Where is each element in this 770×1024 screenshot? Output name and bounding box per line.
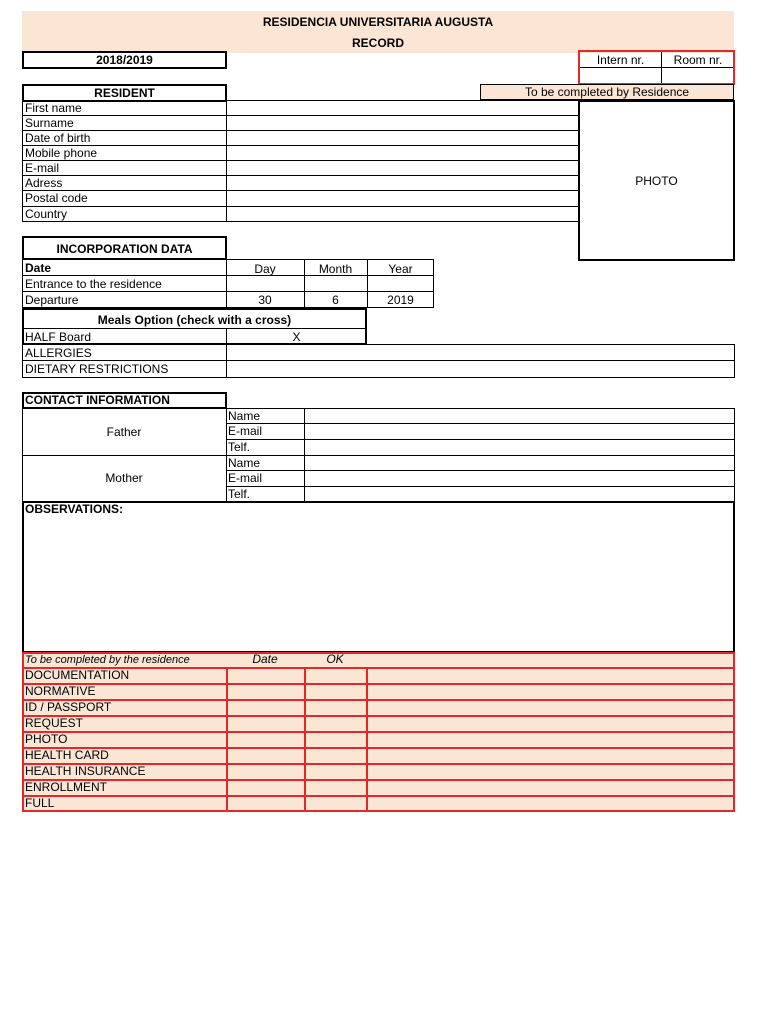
- entrance-month-field[interactable]: [304, 277, 367, 291]
- half-board-label: HALF Board: [25, 330, 92, 344]
- first-name-label: First name: [25, 101, 82, 115]
- photo-label: PHOTO: [635, 174, 678, 188]
- resident-heading: RESIDENT: [94, 86, 155, 100]
- surname-field[interactable]: [230, 116, 575, 130]
- email-field[interactable]: [230, 161, 575, 175]
- mobile-phone-label: Mobile phone: [25, 146, 98, 160]
- checklist-ok-header: OK: [326, 652, 344, 666]
- father-name-field[interactable]: [308, 409, 732, 423]
- incorporation-heading: INCORPORATION DATA: [56, 242, 193, 256]
- country-label: Country: [25, 207, 68, 221]
- intern-nr-label: Intern nr.: [596, 53, 645, 67]
- residence-note: To be completed by Residence: [524, 85, 690, 99]
- checklist-item: FULL: [25, 796, 55, 810]
- contact-heading: CONTACT INFORMATION: [25, 393, 170, 407]
- checklist-date-header: Date: [252, 652, 278, 666]
- month-label: Month: [318, 262, 353, 276]
- mother-tel-label: Telf.: [228, 487, 251, 501]
- record-subtitle: RECORD: [351, 36, 404, 50]
- date-label: Date: [25, 261, 52, 275]
- address-label: Adress: [25, 176, 63, 190]
- allergies-label: ALLERGIES: [25, 346, 92, 360]
- first-name-field[interactable]: [230, 101, 575, 115]
- residence-title: RESIDENCIA UNIVERSITARIA AUGUSTA: [262, 15, 494, 29]
- checklist-item: HEALTH INSURANCE: [25, 764, 146, 778]
- email-label: E-mail: [25, 161, 60, 175]
- allergies-field[interactable]: [230, 346, 730, 360]
- mother-name-field[interactable]: [308, 456, 732, 470]
- date-of-birth-field[interactable]: [230, 131, 575, 145]
- year-label: Year: [388, 262, 413, 276]
- checklist-item: ID / PASSPORT: [25, 700, 112, 714]
- mother-email-label: E-mail: [228, 471, 263, 485]
- postal-code-label: Postal code: [25, 191, 88, 205]
- departure-year-field[interactable]: 2019: [387, 293, 414, 307]
- departure-month-field[interactable]: 6: [332, 293, 339, 307]
- dietary-restrictions-label: DIETARY RESTRICTIONS: [25, 362, 169, 376]
- dietary-restrictions-field[interactable]: [230, 362, 730, 376]
- departure-day-field[interactable]: 30: [258, 293, 272, 307]
- day-label: Day: [254, 262, 276, 276]
- room-nr-field[interactable]: [662, 68, 734, 83]
- entrance-day-field[interactable]: [226, 277, 304, 291]
- mother-name-label: Name: [228, 456, 261, 470]
- mother-tel-field[interactable]: [308, 487, 732, 501]
- checklist-item: PHOTO: [25, 732, 68, 746]
- surname-label: Surname: [25, 116, 74, 130]
- mother-email-field[interactable]: [308, 471, 732, 485]
- observations-heading: OBSERVATIONS:: [25, 502, 124, 516]
- mother-label: Mother: [105, 471, 143, 485]
- meals-heading: Meals Option (check with a cross): [97, 313, 292, 327]
- entrance-label: Entrance to the residence: [25, 277, 162, 291]
- intern-nr-field[interactable]: [580, 68, 661, 83]
- checklist-note: To be completed by the residence: [25, 654, 190, 666]
- father-email-label: E-mail: [228, 424, 263, 438]
- country-field[interactable]: [230, 207, 575, 221]
- departure-label: Departure: [25, 293, 79, 307]
- half-board-checkbox[interactable]: X: [292, 330, 301, 344]
- mobile-phone-field[interactable]: [230, 146, 575, 160]
- father-tel-field[interactable]: [308, 440, 732, 454]
- father-label: Father: [106, 425, 142, 439]
- father-tel-label: Telf.: [228, 440, 251, 454]
- entrance-year-field[interactable]: [367, 277, 434, 291]
- checklist-item: REQUEST: [25, 716, 84, 730]
- observations-field[interactable]: [26, 520, 726, 648]
- postal-code-field[interactable]: [230, 191, 575, 205]
- checklist-item: NORMATIVE: [25, 684, 96, 698]
- address-field[interactable]: [230, 176, 575, 190]
- father-email-field[interactable]: [308, 424, 732, 438]
- room-nr-label: Room nr.: [673, 53, 723, 67]
- checklist-item: DOCUMENTATION: [25, 668, 130, 682]
- checklist-item: ENROLLMENT: [25, 780, 108, 794]
- checklist-item: HEALTH CARD: [25, 748, 109, 762]
- date-of-birth-label: Date of birth: [25, 131, 91, 145]
- father-name-label: Name: [228, 409, 261, 423]
- academic-year: 2018/2019: [96, 53, 153, 67]
